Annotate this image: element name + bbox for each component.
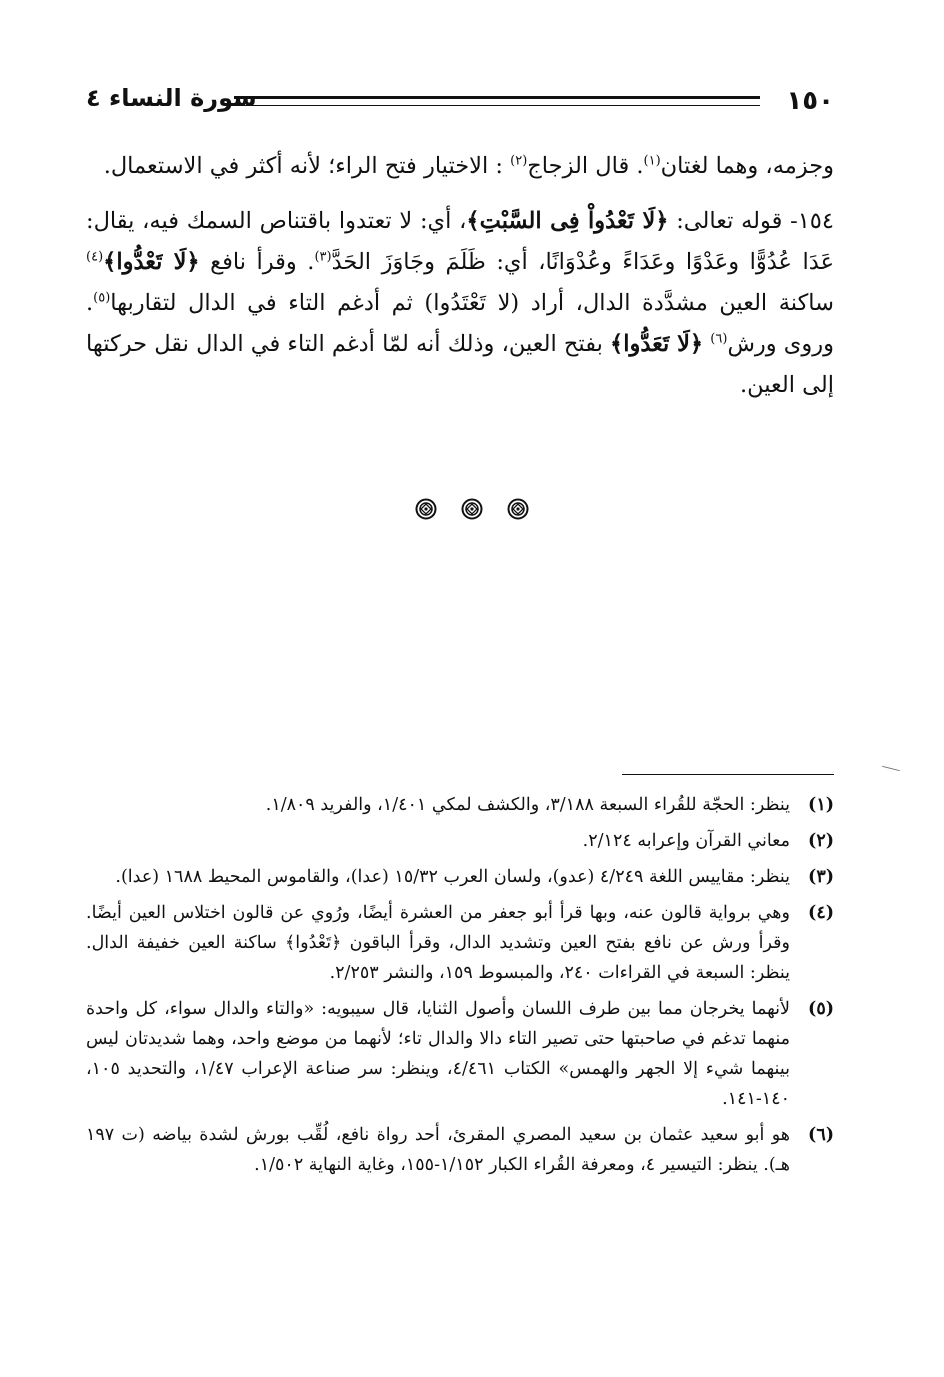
text-run: وجزمه، وهما لغتان bbox=[660, 153, 834, 179]
quran-quote: ﴿لَا تَعْدُّوا﴾ bbox=[103, 249, 200, 275]
ornament-icon bbox=[461, 498, 483, 520]
text-run: ١٥٤- قوله تعالى: bbox=[668, 208, 834, 234]
footnote-number: (٥) bbox=[808, 999, 834, 1019]
footnote-6 bbox=[86, 1120, 834, 1180]
footnote-number: (١) bbox=[808, 795, 834, 815]
footnote-5 bbox=[86, 994, 834, 1114]
page-number: ١٥٠ bbox=[786, 86, 834, 116]
page-header bbox=[86, 84, 834, 124]
footnote-ref-6: (٦) bbox=[710, 331, 728, 347]
quran-quote: ﴿لَا تَعْدُواْ فِى السَّبْتِ﴾ bbox=[466, 208, 669, 234]
footnote-3 bbox=[86, 862, 834, 892]
footnote-text: ينظر: الحجّة للقُراء السبعة ٣/١٨٨، والكشف لمكي ١/٤٠١، والفريد ١/٨٠٩. bbox=[265, 795, 790, 815]
paragraph-1 bbox=[86, 146, 834, 187]
text-run: ساكنة العين مشدَّدة الدال، أراد (لا تَعْتَدُوا) ثم أدغم التاء في الدال لتقاربها bbox=[110, 290, 834, 316]
footnote-number: (٣) bbox=[808, 867, 834, 887]
footnote-text: ينظر: مقاييس اللغة ٤/٢٤٩ (عدو)، ولسان العرب ١٥/٣٢ (عدا)، والقاموس المحيط ١٦٨٨ (عدا). bbox=[115, 867, 790, 887]
footnote-text: معاني القرآن وإعرابه ٢/١٢٤. bbox=[582, 831, 790, 851]
footnote-number: (٦) bbox=[808, 1125, 834, 1145]
footnote-text: لأنهما يخرجان مما بين طرف اللسان وأصول الثنايا، قال سيبويه: «والتاء والدال سواء، كل واحدة منهما تدغم في صاحبتها حتى تصير التاء دالا والدال تاء؛ لأنهما من موضع واحد، وهما شديدتان ليس بينهما شيء إلا الجهر والهمس» الكتاب ٤/٤٦١، وينظر: سر صناعة الإعراب ١/٤٧، والتحديد ١٠٥، ١٤٠-١٤١. bbox=[86, 999, 790, 1109]
footnote-4 bbox=[86, 898, 834, 988]
text-run: . وروى ورش bbox=[86, 290, 835, 357]
footnote-ref-5: (٥) bbox=[93, 290, 111, 306]
paragraph-2 bbox=[86, 201, 834, 406]
footnote-ref-2: (٢) bbox=[510, 153, 528, 169]
footnotes bbox=[86, 790, 834, 1186]
footnote-1 bbox=[86, 790, 834, 820]
scan-mark bbox=[882, 766, 900, 771]
main-text bbox=[86, 146, 834, 406]
running-title: سورة النساء ٤ bbox=[86, 84, 257, 112]
footnote-2 bbox=[86, 826, 834, 856]
text-run: ، أي: لا تعتدوا باقتناص السمك فيه، يقال: عَدَا عُدُوًّا وعَدْوًا وعَدَاءً وعُدْوَانًا، أي: ظَلَمَ وجَاوَزَ الحَدَّ bbox=[86, 208, 834, 275]
footnote-number: (٢) bbox=[808, 831, 834, 851]
footnote-text: هو أبو سعيد عثمان بن سعيد المصري المقرئ، أحد رواة نافع، لُقِّب بورش لشدة بياضه (ت ١٩٧ هـ). ينظر: التيسير ٤، ومعرفة القُراء الكبار ١/١٥٢-١٥٥، وغاية النهاية ١/٥٠٢. bbox=[86, 1125, 790, 1175]
ornament-icon bbox=[507, 498, 529, 520]
text-run: . وقرأ نافع bbox=[199, 249, 315, 275]
footnote-text: وهي برواية قالون عنه، وبها قرأ أبو جعفر من العشرة أيضًا، ورُوي عن قالون اختلاس العين أيضًا. وقرأ ورش عن نافع بفتح العين وتشديد الدال، وقرأ الباقون ﴿تَعْدُوا﴾ ساكنة العين خفيفة الدال. ينظر: السبعة في القراءات ٢٤٠، والمبسوط ١٥٩، والنشر ٢/٢٥٣. bbox=[86, 903, 790, 983]
text-run: . قال الزجاج bbox=[527, 153, 644, 179]
footnote-separator bbox=[622, 774, 834, 775]
section-divider bbox=[0, 498, 944, 524]
footnote-ref-1: (١) bbox=[643, 153, 661, 169]
text-run: : الاختيار فتح الراء؛ لأنه أكثر في الاستعمال. bbox=[103, 153, 511, 179]
quran-quote: ﴿لَا تَعَدُّوا﴾ bbox=[610, 331, 704, 357]
header-rule bbox=[234, 96, 760, 106]
footnote-number: (٤) bbox=[808, 903, 834, 923]
text-run: بفتح العين، وذلك أنه لمّا أدغم التاء في الدال نقل حركتها إلى العين. bbox=[86, 331, 834, 398]
footnote-ref-4: (٤) bbox=[86, 249, 104, 265]
footnote-ref-3: (٣) bbox=[314, 249, 332, 265]
ornament-icon bbox=[415, 498, 437, 520]
